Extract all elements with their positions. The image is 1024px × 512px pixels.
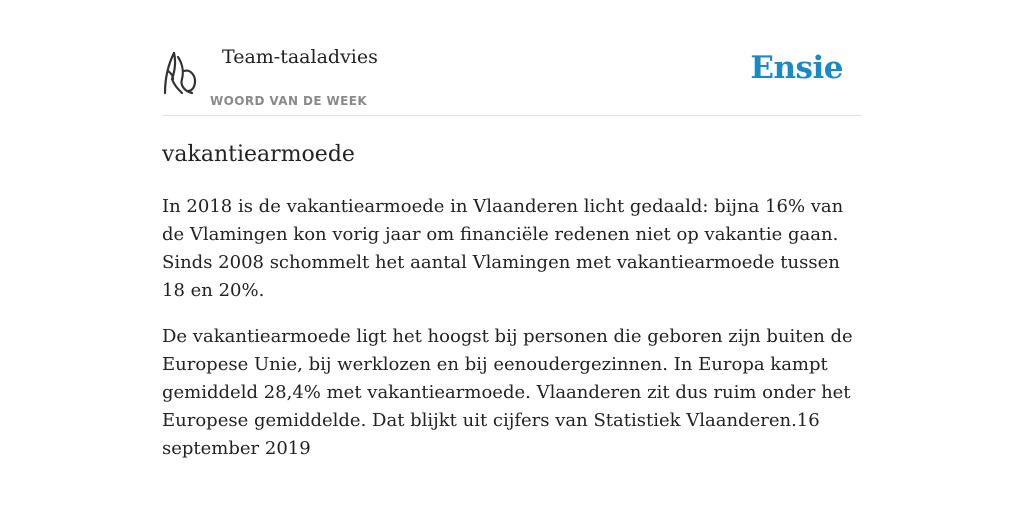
article-paragraph: In 2018 is de vakantiearmoede in Vlaanderen licht gedaald: bijna 16% van de Vlamingen kon vorig jaar om financiële redenen niet op vakantie gaan. Sinds 2008 schommelt het aantal Vlamingen met vakantiearmoede tussen 18 en 20%.: [162, 196, 844, 301]
word-of-the-week-card: [162, 40, 862, 463]
organization-name: Team-taaladvies: [222, 46, 378, 68]
brand-logo[interactable]: Ensie: [750, 50, 843, 86]
section-label: WOORD VAN DE WEEK: [210, 94, 368, 108]
article-paragraph: De vakantiearmoede ligt het hoogst bij personen die geboren zijn buiten de Europese Unie, bij werklozen en bij eenoudergezinnen. In Europa kampt gemiddeld 28,4% met vakantiearmoede. Vlaanderen zit dus ruim onder het Europese gemiddelde. Dat blijkt uit cijfers van Statistiek Vlaanderen.16 september 2019: [162, 326, 853, 459]
card-header: [162, 40, 862, 116]
word-title: vakantiearmoede: [162, 142, 355, 167]
flemish-lion-icon: [162, 49, 198, 95]
